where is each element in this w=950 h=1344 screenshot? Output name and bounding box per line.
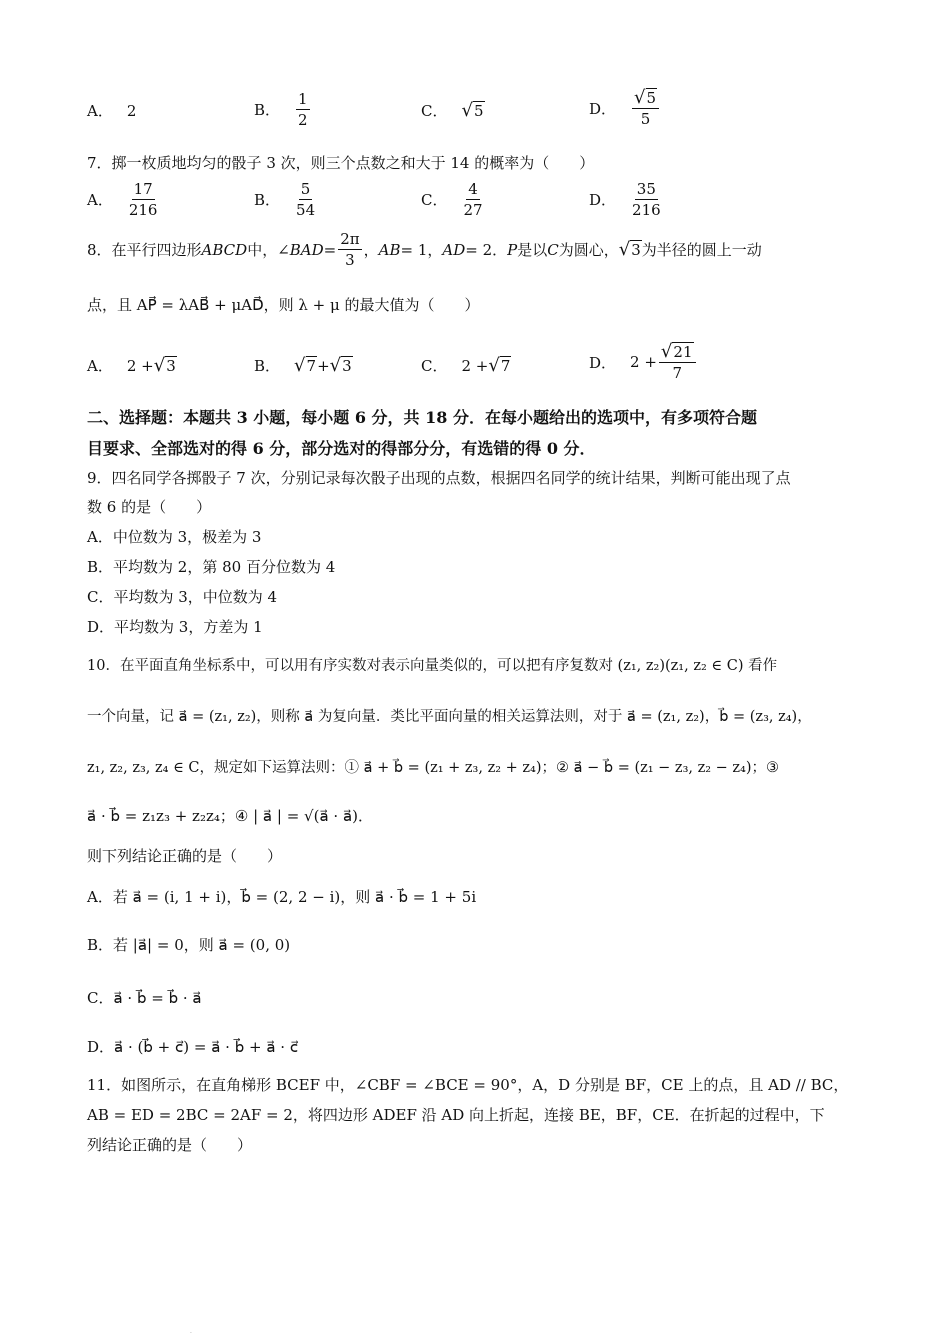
q10-stem-line1: 10．在平面直角坐标系中，可以用有序实数对表示向量类似的，可以把有序复数对 (z₁, z₂)(z₁, z₂ ∈ C) 看作 <box>87 658 778 674</box>
denominator: 216 <box>632 201 661 219</box>
q11-stem-line1: 11．如图所示，在直角梯形 BCEF 中，∠CBF = ∠BCE = 90°，A，D 分别是 BF，CE 上的点，且 AD // BC， <box>87 1076 849 1094</box>
section-heading-line1: 二、选择题：本题共 3 小题，每小题 6 分，共 18 分．在每小题给出的选项中，有多项符合题 <box>87 408 757 427</box>
q7-option-b <box>254 180 317 219</box>
option-label: D． <box>589 99 617 118</box>
q8-option-a <box>87 355 177 376</box>
option-label: B． <box>254 357 281 375</box>
square-root: √ 3 <box>329 355 352 376</box>
q10-option-d: D．a⃗ · (b⃗ + c⃗) = a⃗ · b⃗ + a⃗ · c⃗ <box>87 1038 299 1056</box>
fraction <box>632 88 659 128</box>
q8-option-c <box>421 355 511 376</box>
radicand: 7 <box>500 357 511 375</box>
q10-stem-line4: a⃗ · b⃗ = z₁z₃ + z₂z₄；④ | a⃗ | = √(a⃗ · a⃗)． <box>87 807 373 825</box>
square-root: √ 3 <box>618 239 641 260</box>
text: 2 + <box>461 356 489 375</box>
q11-stem-line2: AB = ED = 2BC = 2AF = 2，将四边形 ADEF 沿 AD 向上折起，连接 BE，BF，CE．在折起的过程中，下 <box>87 1106 825 1124</box>
text: 2 + <box>126 356 154 375</box>
q10-option-b: B．若 |a⃗| = 0，则 a⃗ = (0, 0) <box>87 936 291 954</box>
numerator: 35 <box>636 180 656 198</box>
option-label: C． <box>421 191 448 209</box>
text: 2 + <box>630 353 657 371</box>
q6-option-c <box>421 100 485 121</box>
math-var: BAD <box>289 240 324 259</box>
q10-stem-line2: 一个向量，记 a⃗ = (z₁, z₂)，则称 a⃗ 为复向量．类比平面向量的相关运算法则，对于 a⃗ = (z₁, z₂)，b⃗ = (z₃, z₄)， <box>87 709 812 725</box>
q10-stem-line5: 则下列结论正确的是（ ） <box>87 847 283 865</box>
denominator: 7 <box>672 364 682 382</box>
text: = 1， <box>400 241 443 259</box>
q8-stem-line2: 点，且 AP⃗ = λAB⃗ + μAD⃗，则 λ + μ 的最大值为（ ） <box>87 296 480 314</box>
square-root: √ 7 <box>488 355 511 376</box>
text: 为半径的圆上一动 <box>641 241 762 259</box>
q7-option-d <box>589 180 663 219</box>
fraction <box>632 180 661 219</box>
text: ， <box>363 241 379 259</box>
option-label: A． <box>87 191 113 209</box>
q10-option-a: A．若 a⃗ = (i, 1 + i)，b⃗ = (2, 2 − i)，则 a⃗ · b⃗ = 1 + 5i <box>87 888 477 906</box>
denominator: 216 <box>128 201 158 219</box>
radicand: 5 <box>473 102 484 120</box>
q10-option-c: C．a⃗ · b⃗ = b⃗ · a⃗ <box>87 989 202 1007</box>
math-var: C <box>547 240 559 259</box>
option-label: D． <box>589 353 617 372</box>
q6-option-b <box>254 90 312 129</box>
denominator: 27 <box>463 201 483 219</box>
radicand: 3 <box>166 357 176 375</box>
q9-stem-line1: 9．四名同学各掷骰子 7 次，分别记录每次骰子出现的点数，根据四名同学的统计结果，判断可能出现了点 <box>87 469 791 487</box>
radicand: 7 <box>306 357 317 375</box>
q10-stem-line3: z₁, z₂, z₃, z₄ ∈ C，规定如下运算法则：① a⃗ + b⃗ = (z₁ + z₃, z₂ + z₄)；② a⃗ − b⃗ = (z₁ − z₃, z₂ − z₄)；③ <box>87 760 780 776</box>
q7-stem: 7．掷一枚质地均匀的骰子 3 次，则三个点数之和大于 14 的概率为（ ） <box>87 154 595 172</box>
section-heading-line2: 目要求、全部选对的得 6 分，部分选对的得部分分，有选错的得 0 分． <box>87 439 596 458</box>
q9-option-b: B．平均数为 2，第 80 百分位数为 4 <box>87 558 336 576</box>
math-var: P <box>507 240 518 259</box>
denominator: 54 <box>296 201 316 219</box>
numerator: 2π <box>340 230 360 248</box>
fraction <box>659 342 696 382</box>
denominator: 3 <box>345 251 355 269</box>
q6-option-a <box>87 100 136 121</box>
denominator: 5 <box>640 110 651 128</box>
q7-option-c <box>421 180 485 219</box>
q6-option-d <box>589 88 661 128</box>
square-root: √ 7 <box>294 355 317 376</box>
text: = <box>323 240 337 259</box>
math-var: AD <box>442 240 466 259</box>
option-label: A． <box>87 102 113 120</box>
text: 为圆心， <box>558 241 619 259</box>
option-label: C． <box>421 102 448 120</box>
text: 8．在平行四边形 <box>87 241 202 259</box>
q9-option-c: C．平均数为 3，中位数为 4 <box>87 588 278 606</box>
square-root: √ 3 <box>153 355 176 376</box>
square-root: √ 21 <box>660 341 693 362</box>
square-root: √ 5 <box>634 87 657 108</box>
math-var: ABCD <box>201 240 248 259</box>
math-var: AB <box>378 240 401 259</box>
text: = 2． <box>465 241 508 259</box>
radicand: 21 <box>673 343 693 361</box>
square-root: √ 5 <box>461 100 484 121</box>
q8-option-d <box>589 342 698 382</box>
q9-stem-line2: 数 6 的是（ ） <box>87 498 212 516</box>
option-label: A． <box>87 357 113 375</box>
numerator: 1 <box>298 90 308 108</box>
option-label: C． <box>421 357 448 375</box>
radicand: 3 <box>631 241 641 259</box>
text: 中，∠ <box>247 241 290 259</box>
numerator: 5 <box>300 180 311 198</box>
fraction <box>296 90 310 129</box>
text: 是以 <box>517 241 548 259</box>
denominator: 2 <box>298 111 308 129</box>
option-label: B． <box>254 101 281 119</box>
radicand: 3 <box>342 357 352 375</box>
q9-option-a: A．中位数为 3，极差为 3 <box>87 528 262 546</box>
option-label: D． <box>589 191 617 209</box>
option-value: 2 <box>126 101 137 120</box>
footer-mark: · <box>190 1330 192 1337</box>
numerator: 4 <box>468 180 478 198</box>
q9-option-d: D．平均数为 3，方差为 1 <box>87 618 263 636</box>
fraction <box>129 180 158 219</box>
fraction <box>338 230 361 269</box>
q8-option-b <box>254 355 353 376</box>
text: + <box>317 356 330 375</box>
q8-stem-line1 <box>87 230 762 269</box>
q11-stem-line3: 列结论正确的是（ ） <box>87 1136 253 1154</box>
radicand: 5 <box>646 89 657 107</box>
q7-option-a <box>87 180 159 219</box>
fraction <box>296 180 315 219</box>
fraction <box>463 180 482 219</box>
option-label: B． <box>254 191 281 209</box>
numerator: 17 <box>133 180 153 198</box>
